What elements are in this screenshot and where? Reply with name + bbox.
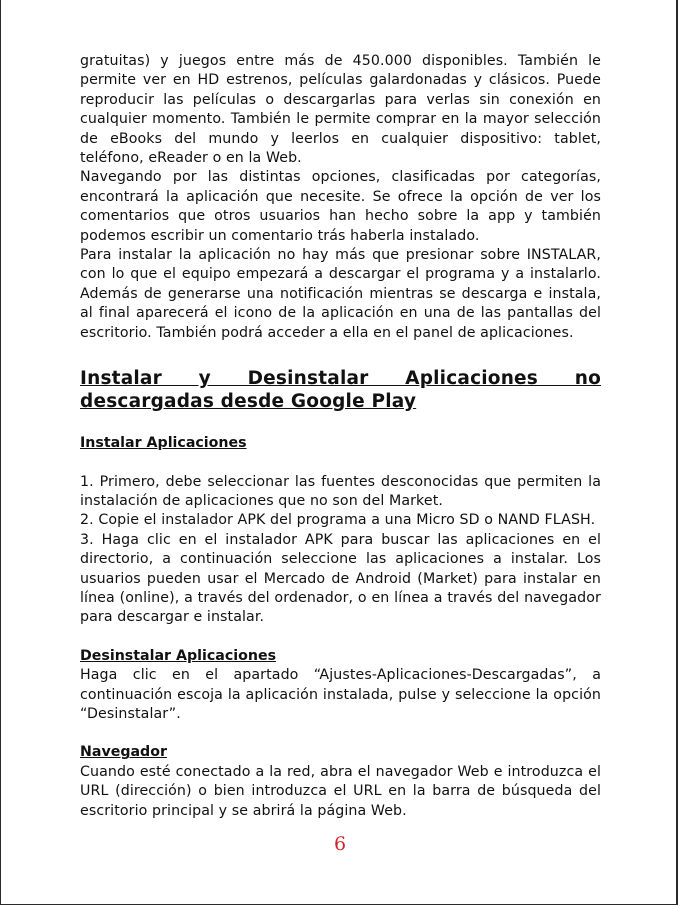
spacer	[80, 628, 601, 647]
intro-paragraph-2: Navegando por las distintas opciones, clasificadas por categorías, encontrará la aplicación que necesite. Se ofrece la opción de ver los comentarios que otros usuarios han hecho sobre la app y también podemos escribir un comentario trás haberla instalado.	[80, 169, 601, 244]
page-content	[80, 52, 601, 821]
install-heading: Instalar Aplicaciones	[80, 435, 247, 452]
page-number: 6	[333, 833, 347, 855]
browser-heading: Navegador	[80, 744, 167, 761]
install-step-2: 2. Copie el instalador APK del programa a una Micro SD o NAND FLASH.	[80, 512, 596, 529]
section-title: Instalar y Desinstalar Aplicaciones no descargadas desde Google Play	[80, 368, 601, 413]
spacer	[80, 454, 601, 473]
browser-text: Cuando esté conectado a la red, abra el navegador Web e introduzca el URL (dirección) o bien introduzca el URL en la barra de búsqueda del escritorio principal y se abrirá la página Web.	[80, 763, 601, 819]
uninstall-heading: Desinstalar Aplicaciones	[80, 647, 277, 664]
spacer	[80, 724, 601, 743]
intro-paragraph-3: Para instalar la aplicación no hay más que presionar sobre INSTALAR, con lo que el equipo empezará a descargar el programa y a instalarlo. Además de generarse una notificación mientras se descarga e instala, al final aparecerá el icono de la aplicación en una de las pantallas del escritorio. También podrá acceder a ella en el panel de aplicaciones.	[80, 247, 601, 341]
spacer	[80, 413, 601, 434]
install-step-3: 3. Haga clic en el instalador APK para buscar las aplicaciones en el directorio, a continuación seleccione las aplicaciones a instalar. Los usuarios pueden usar el Mercado de Android (Market) para instalar en línea (online), a través del ordenador, o en línea a través del navegador para descargar e instalar.	[80, 531, 601, 626]
intro-paragraph-1: gratuitas) y juegos entre más de 450.000 disponibles. También le permite ver en HD estrenos, películas galardonadas y clásicos. Puede reproducir las películas o descargarlas para verlas sin conexión en cualquier momento. También le permite comprar en la mayor selección de eBooks del mundo y leerlos en cualquier dispositivo: tablet, teléfono, eReader o en la Web.	[80, 53, 601, 167]
install-step-1: 1. Primero, debe seleccionar las fuentes desconocidas que permiten la instalación de aplicaciones que no son del Market.	[80, 473, 601, 509]
uninstall-text: Haga clic en el apartado “Ajustes-Aplicaciones-Descargadas”, a continuación escoja la aplicación instalada, pulse y seleccione la opción “Desinstalar”.	[80, 667, 601, 722]
